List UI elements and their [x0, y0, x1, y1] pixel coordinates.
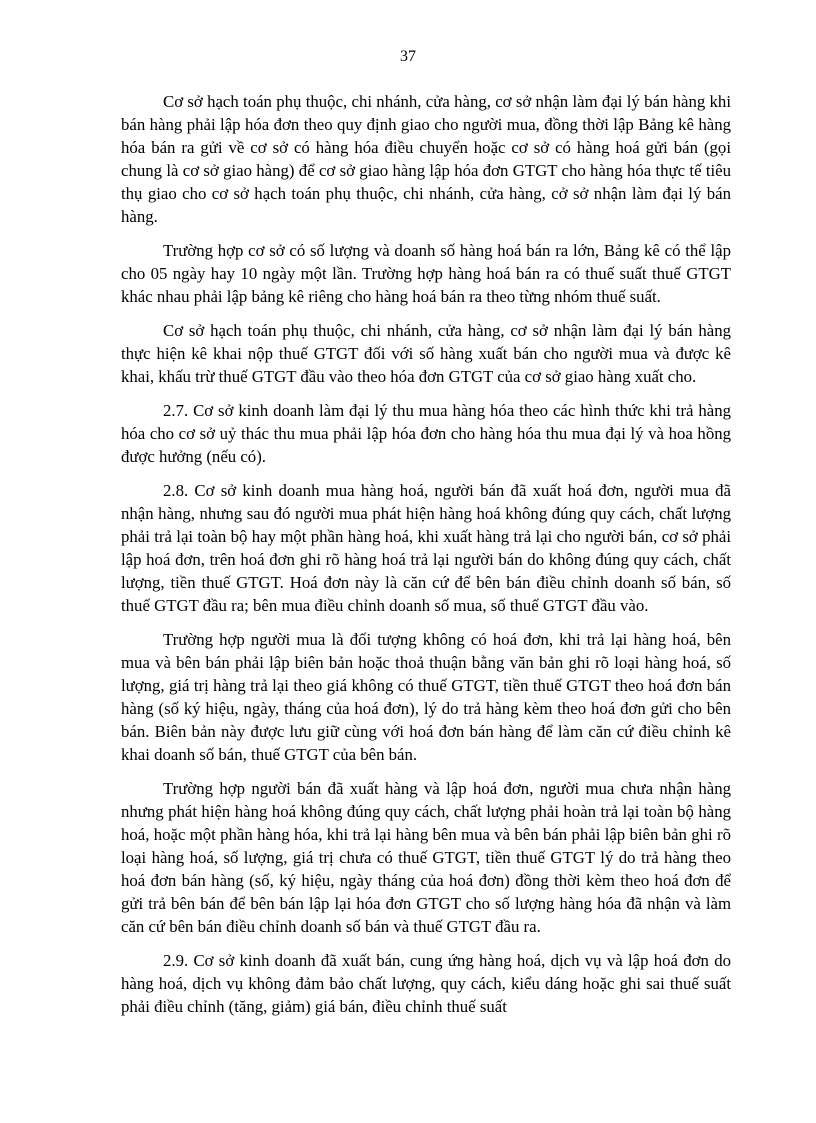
paragraph-section-2-8: 2.8. Cơ sở kinh doanh mua hàng hoá, người bán đã xuất hoá đơn, người mua đã nhận hàng, nhưng sau đó người mua phát hiện hàng hoá không đúng quy cách, chất lượng phải trả lại toàn bộ hay một phần hàng hoá, khi xuất hàng trả lại cho người bán, cơ sở phải lập hoá đơn, trên hoá đơn ghi rõ hàng hoá trả lại người bán do không đúng quy cách, chất lượng, tiền thuế GTGT. Hoá đơn này là căn cứ để bên bán điều chỉnh doanh số bán, số thuế GTGT đầu ra; bên mua điều chỉnh doanh số mua, số thuế GTGT đầu vào.: [121, 481, 731, 615]
paragraph-section-2-7: 2.7. Cơ sở kinh doanh làm đại lý thu mua hàng hóa theo các hình thức khi trả hàng hóa cho cơ sở uỷ thác thu mua phải lập hóa đơn cho hàng hóa thu mua đại lý và hoa hồng được hưởng (nếu có).: [121, 401, 731, 466]
body-text: [121, 90, 731, 1029]
paragraph-buyer-without-invoice: Trường hợp người mua là đối tượng không có hoá đơn, khi trả lại hàng hoá, bên mua và bên bán phải lập biên bản hoặc thoả thuận bằng văn bản ghi rõ loại hàng hoá, số lượng, giá trị hàng trả lại theo giá không có thuế GTGT, tiền thuế GTGT theo hoá đơn bán hàng (số ký hiệu, ngày, tháng của hoá đơn), lý do trả hàng kèm theo hoá đơn gửi cho bên bán. Biên bản này được lưu giữ cùng với hoá đơn bán hàng để làm căn cứ điều chỉnh kê khai doanh số bán, thuế GTGT của bên bán.: [121, 630, 731, 764]
paragraph-listing-frequency: Trường hợp cơ sở có số lượng và doanh số hàng hoá bán ra lớn, Bảng kê có thể lập cho 05 ngày hay 10 ngày một lần. Trường hợp hàng hoá bán ra có thuế suất thuế GTGT khác nhau phải lập bảng kê riêng cho hàng hoá bán ra theo từng nhóm thuế suất.: [121, 241, 731, 306]
paragraph-vat-declaration: Cơ sở hạch toán phụ thuộc, chi nhánh, cửa hàng, cơ sở nhận làm đại lý bán hàng thực hiện kê khai nộp thuế GTGT đối với số hàng xuất bán cho người mua và được kê khai, khấu trừ thuế GTGT đầu vào theo hóa đơn GTGT của cơ sở giao hàng xuất cho.: [121, 321, 731, 386]
page-number: 37: [400, 48, 416, 65]
paragraph-branch-invoicing: Cơ sở hạch toán phụ thuộc, chi nhánh, cửa hàng, cơ sở nhận làm đại lý bán hàng khi bán hàng phải lập hóa đơn theo quy định giao cho người mua, đồng thời lập Bảng kê hàng hóa bán ra gửi về cơ sở có hàng hóa điều chuyển hoặc cơ sở có hàng hoá gửi bán (gọi chung là cơ sở giao hàng) để cơ sở giao hàng lập hóa đơn GTGT cho hàng hóa thực tế tiêu thụ giao cho cơ sở hạch toán phụ thuộc, chi nhánh, cửa hàng, cở sở nhận làm đại lý bán hàng.: [121, 92, 731, 226]
paragraph-goods-not-received: Trường hợp người bán đã xuất hàng và lập hoá đơn, người mua chưa nhận hàng nhưng phát hiện hàng hoá không đúng quy cách, chất lượng phải hoàn trả lại toàn bộ hàng hoá, hoặc một phần hàng hóa, khi trả lại hàng bên mua và bên bán phải lập biên bản ghi rõ loại hàng hoá, số lượng, giá trị chưa có thuế GTGT, tiền thuế GTGT lý do trả hàng theo hoá đơn bán hàng (số, ký hiệu, ngày tháng của hoá đơn) đồng thời kèm theo hoá đơn để gửi trả bên bán để bên bán lập lại hóa đơn GTGT cho số lượng hàng hóa đã nhận và làm căn cứ bên bán điều chỉnh doanh số bán và thuế GTGT đầu ra.: [121, 779, 731, 936]
paragraph-section-2-9: 2.9. Cơ sở kinh doanh đã xuất bán, cung ứng hàng hoá, dịch vụ và lập hoá đơn do hàng hoá, dịch vụ không đảm bảo chất lượng, quy cách, kiểu dáng hoặc ghi sai thuế suất phải điều chỉnh (tăng, giảm) giá bán, điều chỉnh thuế suất: [121, 951, 731, 1016]
